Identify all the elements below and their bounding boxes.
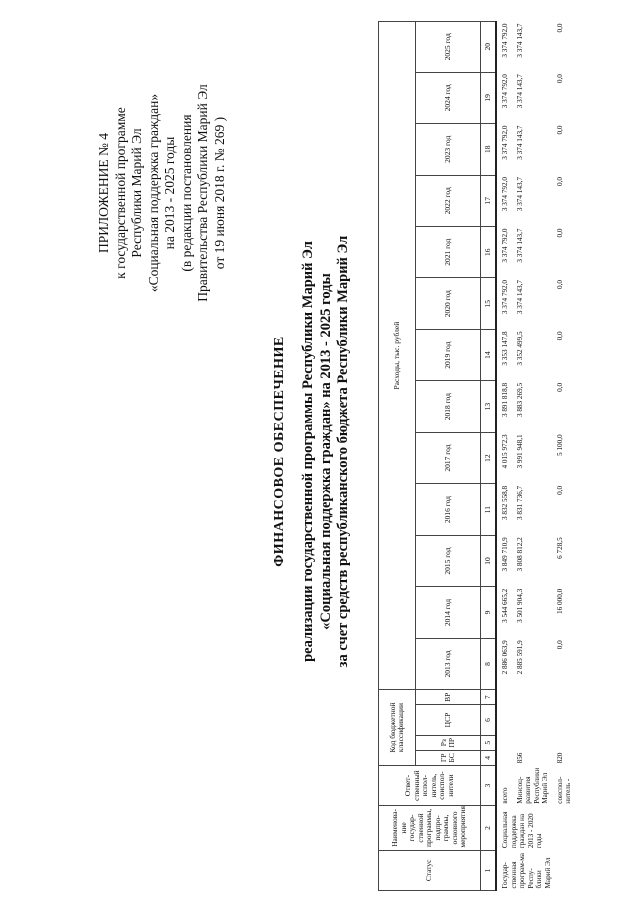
subtitle-line-2: «Социальная поддержка граждан» на 2013 - 2025 годы <box>317 273 334 630</box>
value-cell: 3 883 269,5 <box>515 382 524 418</box>
value-cell: 0,0 <box>555 279 564 289</box>
value-cell: 0,0 <box>555 382 564 392</box>
appendix-line: от 19 июня 2018 г. № 269 ) <box>211 116 227 270</box>
header-year: 2014 год <box>416 587 481 638</box>
column-number: 17 <box>481 175 497 226</box>
appendix-block <box>96 43 228 343</box>
grbs-cell: 820 <box>555 752 564 764</box>
subtitle-line-3: за счет средств республиканского бюджета Республики Марий Эл <box>335 235 351 668</box>
column-number: 20 <box>481 22 497 73</box>
header-grbs: ГР БС <box>416 750 481 765</box>
header-budget-code: Код бюджетной классификации <box>379 690 416 766</box>
value-cell: 3 352 499,5 <box>515 331 524 366</box>
value-cell: 3 808 812,2 <box>515 537 524 572</box>
value-cell: 3 374 143,7 <box>515 74 524 109</box>
table-row <box>552 22 575 891</box>
value-cell: 3 891 818,8 <box>501 382 509 418</box>
value-cell: 6 728,5 <box>555 537 564 559</box>
header-status: Статус <box>379 850 481 890</box>
column-number: 4 <box>481 750 497 765</box>
value-cell: 3 374 792,0 <box>501 125 509 160</box>
value-cell: 0,0 <box>555 23 564 33</box>
subtitle-line-1: реализации государственной программы Республики Марий Эл <box>300 241 316 662</box>
rzpr-cell <box>512 735 552 750</box>
header-year: 2019 год <box>416 329 481 380</box>
rzpr-cell <box>496 735 512 750</box>
column-number: 18 <box>481 124 497 175</box>
value-cell: 0,0 <box>555 228 564 238</box>
document-title: ФИНАНСОВОЕ ОБЕСПЕЧЕНИЕ <box>272 336 287 567</box>
value-cell: 3 374 143,7 <box>515 23 524 58</box>
header-year: 2013 год <box>416 638 481 689</box>
table-row <box>496 22 512 891</box>
header-year: 2023 год <box>416 124 481 175</box>
column-number: 12 <box>481 432 497 483</box>
column-number: 13 <box>481 381 497 432</box>
value-cell: 3 374 792,0 <box>501 279 509 315</box>
column-number: 9 <box>481 587 497 638</box>
column-number: 3 <box>481 765 497 805</box>
value-cell: 3 374 143,7 <box>515 279 524 315</box>
value-cell: 0,0 <box>555 74 564 84</box>
value-cell: 2 885 591,9 <box>515 640 524 675</box>
column-number: 2 <box>481 806 497 850</box>
value-cell: 3 832 558,8 <box>501 485 509 520</box>
value-cell: 3 374 792,0 <box>501 74 509 109</box>
value-cell: 4 015 972,3 <box>501 434 509 469</box>
vr-cell <box>552 690 575 705</box>
header-responsible: Ответ-ственный испол-нитель, соиспол-нители <box>379 765 481 805</box>
column-number: 19 <box>481 72 497 123</box>
column-number: 5 <box>481 735 497 750</box>
value-cell: 0,0 <box>555 125 564 135</box>
header-year: 2025 год <box>416 22 481 73</box>
csr-cell <box>552 705 575 735</box>
appendix-line: «Социальная поддержка граждан» <box>145 93 161 293</box>
header-year: 2018 год <box>416 381 481 432</box>
value-cell: 0,0 <box>555 485 564 495</box>
value-cell: 3 501 904,3 <box>515 588 524 623</box>
csr-cell <box>496 705 512 735</box>
value-cell: 2 886 063,9 <box>501 640 509 675</box>
appendix-line: Правительства Республики Марий Эл <box>195 84 210 302</box>
financing-table <box>378 21 575 891</box>
status-cell: Государ-ственная програм-ма Респу-блики Марий Эл <box>501 853 552 889</box>
value-cell: 0,0 <box>555 640 564 650</box>
column-number: 1 <box>481 850 497 890</box>
value-cell: 16 000,0 <box>555 588 564 614</box>
rzpr-cell <box>552 735 575 750</box>
value-cell: 3 374 143,7 <box>515 177 524 212</box>
responsible-cell: всего <box>501 787 509 804</box>
column-number: 15 <box>481 278 497 329</box>
value-cell: 3 991 948,1 <box>515 434 524 469</box>
value-cell: 3 374 792,0 <box>501 23 509 58</box>
column-number: 8 <box>481 638 497 689</box>
value-cell: 3 374 143,7 <box>515 228 524 263</box>
header-year: 2022 год <box>416 175 481 226</box>
appendix-line: (в редакции постановления <box>178 114 194 272</box>
program-name-cell: Социальная поддержка граждан на 2013 - 2020 годы <box>501 811 543 849</box>
column-number: 6 <box>481 705 497 735</box>
header-csr: ЦСР <box>416 705 481 735</box>
header-year: 2020 год <box>416 278 481 329</box>
appendix-line: к государственной программе <box>112 107 128 279</box>
document-subtitle <box>300 0 353 903</box>
appendix-line: на 2013 - 2025 годы <box>162 136 177 250</box>
value-cell: 3 544 665,2 <box>501 588 509 623</box>
vr-cell <box>512 690 552 705</box>
header-year: 2021 год <box>416 227 481 278</box>
value-cell: 0,0 <box>555 177 564 187</box>
value-cell: 3 374 143,7 <box>515 125 524 160</box>
value-cell: 3 374 792,0 <box>501 228 509 263</box>
appendix-line: Республики Марий Эл <box>129 128 144 258</box>
header-year: 2015 год <box>416 535 481 586</box>
header-year: 2016 год <box>416 484 481 535</box>
header-rzpr: Рз ПР <box>416 735 481 750</box>
grbs-cell <box>496 750 512 765</box>
column-number: 14 <box>481 329 497 380</box>
value-cell: 0,0 <box>555 331 564 341</box>
header-vr: ВР <box>416 690 481 705</box>
column-number: 11 <box>481 484 497 535</box>
csr-cell <box>512 705 552 735</box>
column-number: 16 <box>481 227 497 278</box>
value-cell: 3 831 736,7 <box>515 485 524 520</box>
column-number: 10 <box>481 535 497 586</box>
appendix-line: ПРИЛОЖЕНИЕ № 4 <box>96 132 111 254</box>
value-cell: 5 100,0 <box>555 434 564 456</box>
column-number: 7 <box>481 690 497 705</box>
header-name: Наименова-ние государ-ственной программы, подпро-граммы, основного мероприятия <box>379 806 481 850</box>
grbs-cell: 856 <box>515 752 524 764</box>
value-cell: 3 353 147,8 <box>501 331 509 366</box>
responsible-cell: соиспол-нитель - <box>555 776 572 804</box>
value-cell: 3 374 792,0 <box>501 177 509 212</box>
header-year: 2017 год <box>416 432 481 483</box>
table-row <box>512 22 552 891</box>
header-year: 2024 год <box>416 72 481 123</box>
responsible-cell: Минсоц-развития Республики Марий Эл <box>515 767 549 804</box>
header-expenses: Расходы, тыс. рублей <box>379 22 416 690</box>
value-cell: 3 849 710,9 <box>501 537 509 572</box>
vr-cell <box>496 690 512 705</box>
